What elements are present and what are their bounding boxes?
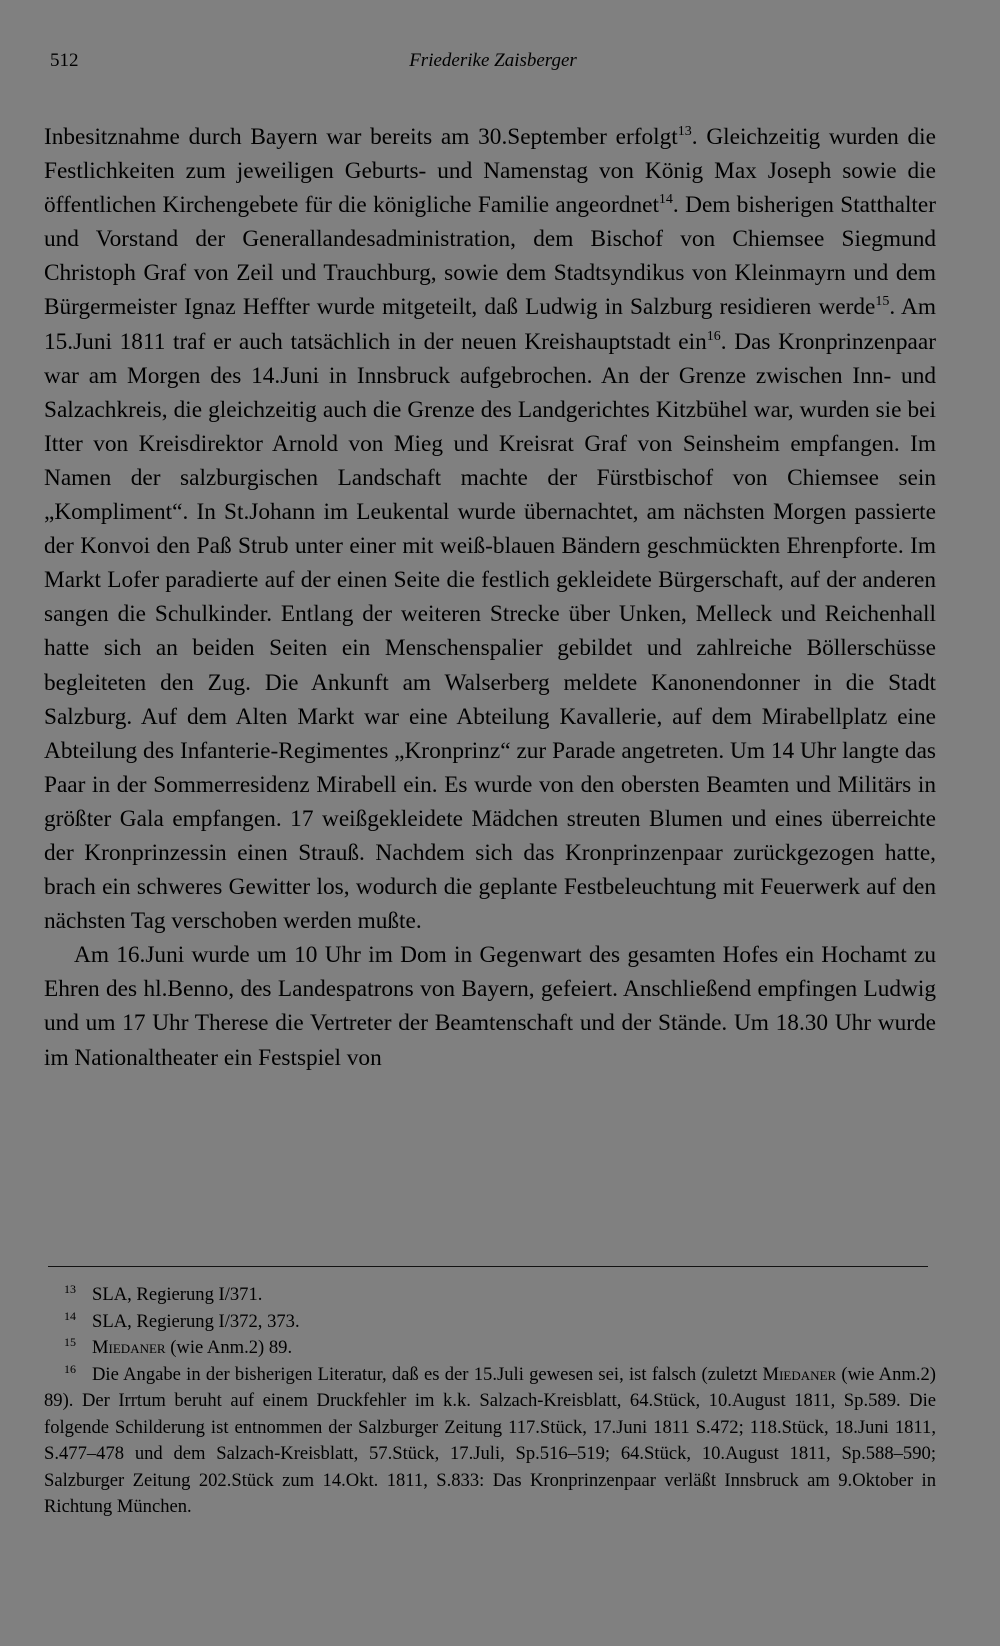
footnote-ref-16[interactable]: 16 [706, 328, 721, 344]
footnote-text: SLA, Regierung I/372, 373. [92, 1310, 300, 1332]
footnote-text: (wie Anm.2) 89. [165, 1337, 293, 1358]
footnote-author-smallcaps: Miedaner [762, 1363, 837, 1385]
paragraph-2: Am 16.Juni wurde um 10 Uhr im Dom in Gegenwart des gesamten Hofes ein Hochamt zu Ehren des hl.Benno, des Landespatrons von Bayern, gefeiert. Anschließend empfingen Ludwig und um 17 Uhr Therese die Vertreter der Beamtenschaft und der Stände. Um 18.30 Uhr wurde im Nationaltheater ein Festspiel von [44, 942, 936, 1071]
body-text [44, 120, 936, 1075]
footnote-13 [44, 1282, 936, 1309]
footnote-text-b: (wie Anm.2) 89). Der Irrtum beruht auf einem Druckfehler im k.k. Salzach-Kreisblatt, 64.Stück, 10.August 1811, Sp.589. Die folgende Schilderung ist entnommen der Salzburger Zeitung 117.Stück, 17.Juni 1811 S.472; 118.Stück, 18.Juni 1811, S.477–478 und dem Salzach-Kreisblatt, 57.Stück, 17.Juli, Sp.516–519; 64.Stück, 10.August 1811, Sp.588–590; Salzburger Zeitung 202.Stück zum 14.Okt. 1811, S.833: Das Kronprinzenpaar verläßt Innsbruck am 9.Oktober in Richtung München. [44, 1363, 937, 1517]
footnote-text-a: Die Angabe in der bisherigen Literatur, daß es der 15.Juli gewesen sei, ist falsch (zuletzt [92, 1363, 763, 1385]
page-number: 512 [50, 50, 79, 71]
paragraph-1-text-d: . Am 15.Juni 1811 traf er auch tatsächlich in der neuen Kreishauptstadt ein [44, 294, 936, 355]
paragraph-1-text-e: . Das Kronprinzenpaar war am Morgen des 14.Juni in Innsbruck aufgebrochen. An der Grenze zwischen Inn- und Salzachkreis, die gleichzeitig auch die Grenze des Landgerichtes Kitzbühel war, wurden sie bei Itter von Kreisdirektor Arnold von Mieg und Kreisrat Graf von Seinsheim empfangen. Im Namen der salzburgischen Landschaft machte der Fürstbischof von Chiemsee sein „Kompliment“. In St.Johann im Leukental wurde übernachtet, am nächsten Morgen passierte der Konvoi den Paß Strub unter einer mit weiß-blauen Bändern geschmückten Ehrenpforte. Im Markt Lofer paradierte auf der einen Seite die festlich gekleidete Bürgerschaft, auf der anderen sangen die Schulkinder. Entlang der weiteren Strecke über Unken, Melleck und Reichenhall hatte sich an beiden Seiten ein Menschenspalier gebildet und zahlreiche Böllerschüsse begleiteten den Zug. Die Ankunft am Walserberg meldete Kanonendonner in die Stadt Salzburg. Auf dem Alten Markt war eine Abteilung Kavallerie, auf dem Mirabellplatz eine Abteilung des Infanterie-Regimentes „Kronprinz“ zur Parade angetreten. Um 14 Uhr langte das Paar in der Sommerresidenz Mirabell ein. Es wurde von den obersten Beamten und Militärs in größter Gala empfangen. 17 weißgekleidete Mädchen streuten Blumen und eines überreichte der Kronprinzessin einen Strauß. Nachdem sich das Kronprinzenpaar zurückgezogen hatte, brach ein schweres Gewitter los, wodurch die geplante Festbeleuchtung mit Feuerwerk auf den nächsten Tag verschoben werden mußte. [44, 328, 937, 935]
footnote-ref-13[interactable]: 13 [677, 124, 692, 139]
footnote-ref-14[interactable]: 14 [658, 192, 673, 208]
page-header [50, 50, 936, 80]
footnote-text: SLA, Regierung I/371. [92, 1284, 263, 1305]
footnote-author-smallcaps: Miedaner [92, 1337, 166, 1358]
footnote-label: 15 [64, 1335, 76, 1349]
paragraph-1 [44, 120, 936, 938]
footnote-label: 16 [64, 1361, 76, 1376]
running-head-author: Friederike Zaisberger [409, 50, 577, 71]
footnote-15 [44, 1335, 936, 1362]
footnote-14 [44, 1309, 936, 1336]
book-page [44, 0, 936, 1646]
footnote-label: 13 [64, 1282, 76, 1296]
footnote-divider [48, 1266, 928, 1267]
footnotes [44, 1282, 936, 1521]
paragraph-1-text-b: . Gleichzeitig wurden die Festlichkeiten zum jeweiligen Geburts- und Namenstag von König Max Joseph sowie die öffentlichen Kirchengebete für die königliche Familie angeordnet [44, 124, 936, 219]
paragraph-1-text-c: . Dem bisherigen Statthalter und Vorstand der Generallandesadministration, dem Bischof von Chiemsee Siegmund Christoph Graf von Zeil und Trauchburg, sowie dem Stadtsyndikus von Kleinmayrn und dem Bürgermeister Ignaz Heffter wurde mitgeteilt, daß Ludwig in Salzburg residieren werde [44, 192, 936, 321]
paragraph-1-text-a: Inbesitznahme durch Bayern war bereits am 30.September erfolgt [44, 124, 678, 150]
footnote-16 [44, 1362, 936, 1521]
footnote-ref-15[interactable]: 15 [875, 294, 890, 310]
footnote-label: 14 [64, 1308, 76, 1323]
